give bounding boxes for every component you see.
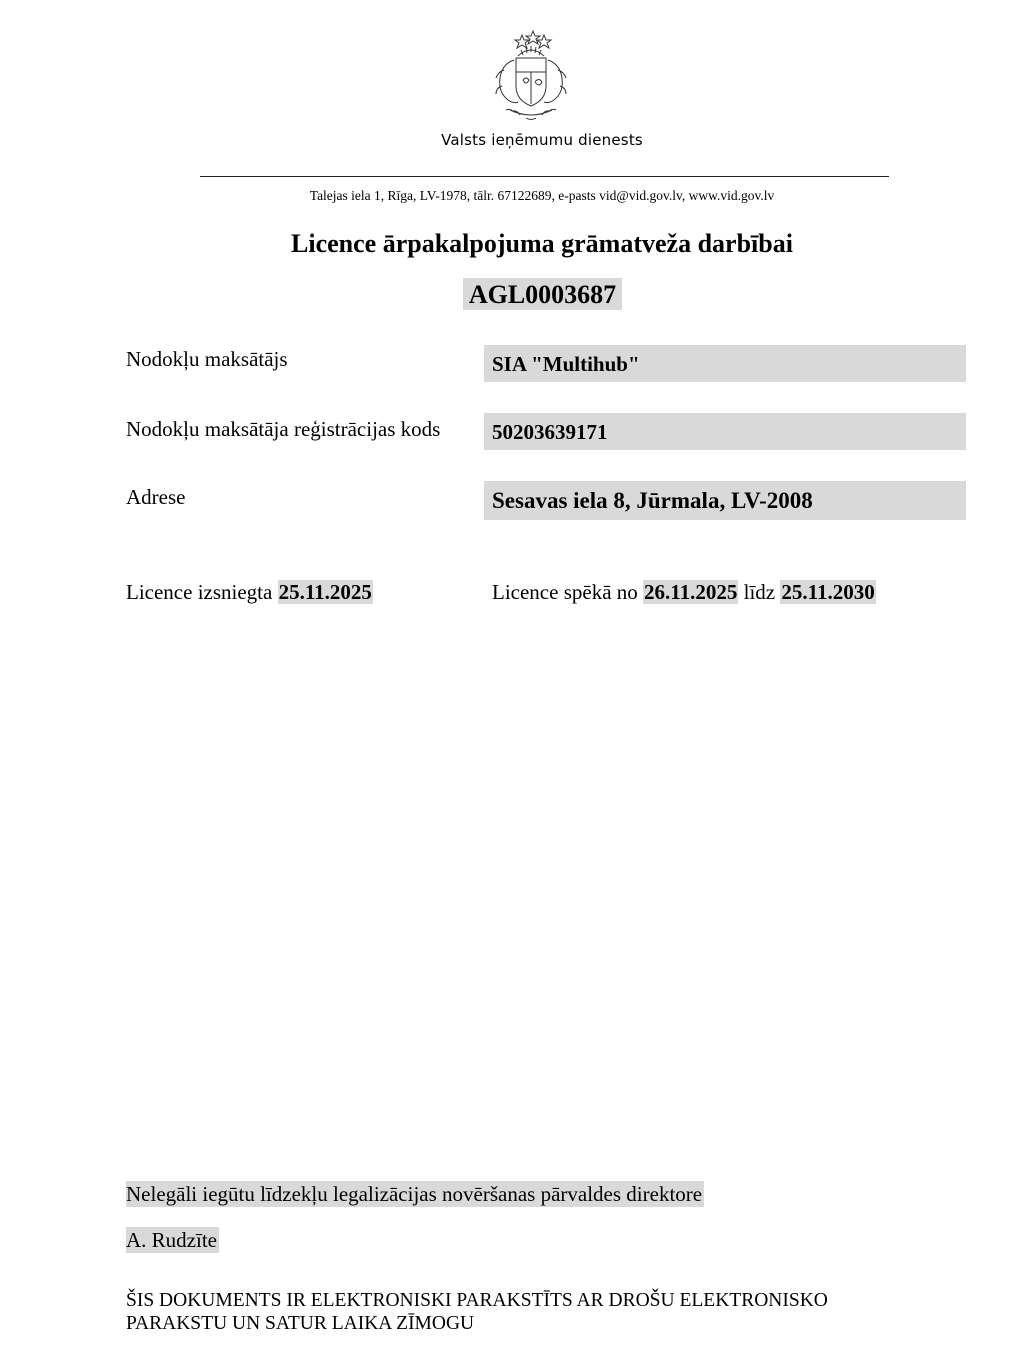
header-divider bbox=[200, 176, 889, 177]
taxpayer-value: SIA "Multihub" bbox=[484, 345, 966, 382]
notice-line-1: ŠIS DOKUMENTS IR ELEKTRONISKI PARAKSTĪTS AR DROŠU ELEKTRONISKO bbox=[126, 1290, 828, 1311]
until-label: līdz bbox=[743, 580, 776, 604]
document-title: Licence ārpakalpojuma grāmatveža darbībai bbox=[291, 229, 793, 258]
regcode-value: 50203639171 bbox=[484, 413, 966, 450]
taxpayer-label: Nodokļu maksātājs bbox=[126, 347, 288, 371]
electronic-signature-notice bbox=[126, 1289, 926, 1335]
validity-line bbox=[492, 580, 876, 605]
address-value: Sesavas iela 8, Jūrmala, LV-2008 bbox=[484, 481, 966, 520]
coat-of-arms-emblem bbox=[490, 30, 572, 124]
valid-label: Licence spēkā no bbox=[492, 580, 638, 604]
issued-line bbox=[126, 580, 373, 605]
signer-position: Nelegāli iegūtu līdzekļu legalizācijas novēršanas pārvaldes direktore bbox=[126, 1182, 703, 1206]
notice-line-2: PARAKSTU UN SATUR LAIKA ZĪMOGU bbox=[126, 1313, 475, 1334]
issued-label: Licence izsniegta bbox=[126, 580, 273, 604]
agency-contact-info: Talejas iela 1, Rīga, LV-1978, tālr. 67122689, e-pasts vid@vid.gov.lv, www.vid.gov.lv bbox=[309, 188, 775, 203]
signer-name: A. Rudzīte bbox=[126, 1228, 217, 1252]
address-label: Adrese bbox=[126, 485, 186, 509]
issued-date: 25.11.2025 bbox=[278, 580, 372, 604]
valid-to-date: 25.11.2030 bbox=[781, 580, 875, 604]
license-number: AGL0003687 bbox=[463, 278, 622, 310]
agency-name: Valsts ieņēmumu dienests bbox=[441, 131, 643, 149]
regcode-label: Nodokļu maksātāja reģistrācijas kods bbox=[126, 417, 441, 441]
valid-from-date: 26.11.2025 bbox=[644, 580, 738, 604]
